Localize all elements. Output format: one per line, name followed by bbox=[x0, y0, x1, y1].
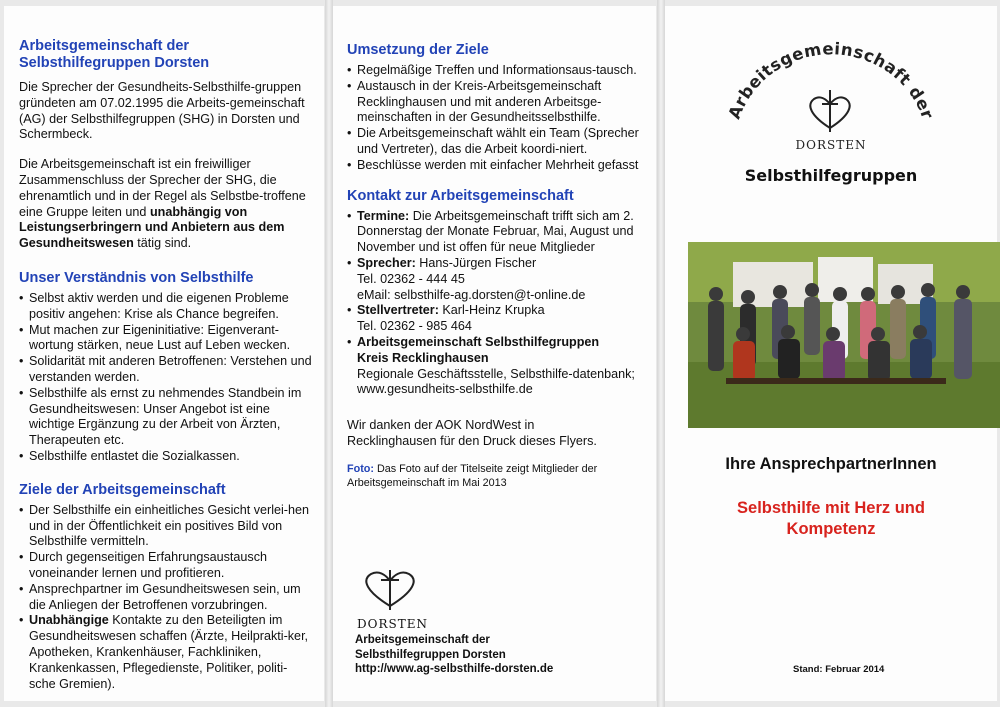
list-item: • Ansprechpartner im Gesundheitswesen sein, um die Anliegen der Betroffenen vorzubringen. bbox=[19, 582, 312, 614]
termine-item: • Termine: Die Arbeitsgemeinschaft trifft sich am 2. Donnerstag der Monate Februar, Mai, August und November und ist offen für neue Mitglieder bbox=[347, 209, 648, 256]
list-item: • Mut machen zur Eigeninitiative: Eigenverant-wortung stärken, neue Lust auf Leben wecken. bbox=[19, 323, 312, 355]
logo-word: DORSTEN bbox=[795, 138, 867, 152]
heart-cross-logo-icon bbox=[355, 566, 425, 612]
sprecher-item: • Sprecher: Hans-Jürgen Fischer Tel. 02362 - 444 45 eMail: selbsthilfe-ag.dorsten@t-online.de bbox=[347, 256, 648, 303]
list-item: • Austausch in der Kreis-Arbeitsgemeinschaft Recklinghausen und mit anderen Arbeitsge-meinschaften in der Gesundheitsselbsthilfe. bbox=[347, 79, 648, 126]
footer-logo bbox=[355, 566, 428, 631]
intro-paragraph-2: Die Arbeitsgemeinschaft ist ein freiwilliger Zusammenschluss der Sprecher der SHG, die ehrenamtlich und in der Regel als Selbstbe-troffene eine Gruppe leiten und unabhängig von Leistungserbringern und Anbietern aus dem Gesundheitswesen tätig sind. bbox=[19, 157, 306, 251]
verstaendnis-list bbox=[19, 291, 312, 465]
slogan bbox=[665, 498, 997, 540]
arc-title: Arbeitsgemeinschaft der bbox=[724, 39, 938, 122]
panel-title bbox=[665, 6, 997, 701]
heading-kontakt: Kontakt zur Arbeitsgemeinschaft bbox=[347, 187, 574, 204]
vertreter-tel: Tel. 02362 - 985 464 bbox=[357, 319, 472, 334]
heading-ag: Arbeitsgemeinschaft der Selbsthilfegruppen Dorsten bbox=[19, 38, 210, 71]
stand-date: Stand: Februar 2014 bbox=[793, 664, 885, 675]
list-item: • Unabhängige Kontakte zu den Beteiligten im Gesundheitswesen schaffen (Ärzte, Heilprakti-ker, Apotheken, Krankenhäuser, Fachkliniken, Krankenkassen, Pflegedienste, Politiker, politi-sche Gremien). bbox=[19, 613, 312, 692]
list-item: • Der Selbsthilfe ein einheitliches Gesicht verlei-hen und in der Öffentlichkeit ein positives Bild von Selbsthilfe vermitteln. bbox=[19, 503, 312, 550]
group-photo bbox=[688, 242, 1000, 428]
heart-cross-icon bbox=[810, 90, 849, 132]
footer-address: Arbeitsgemeinschaft der Selbsthilfegruppen Dorsten http://www.ag-selbsthilfe-dorsten.de bbox=[355, 634, 554, 675]
kontakt-list bbox=[347, 209, 648, 399]
list-item: • Durch gegenseitigen Erfahrungsaustausch voneinander lernen und profitieren. bbox=[19, 550, 312, 582]
subtitle: Selbsthilfegruppen bbox=[744, 166, 918, 185]
ansprech-heading: Ihre AnsprechpartnerInnen bbox=[725, 455, 937, 473]
list-item: • Selbsthilfe als ernst zu nehmendes Standbein im Gesundheitswesen: Unser Angebot ist eine wichtige Ergänzung zu der Arbeit von Ärzten, Therapeuten etc. bbox=[19, 386, 312, 449]
heading-umsetzung: Umsetzung der Ziele bbox=[347, 42, 489, 58]
list-item: • Selbsthilfe entlastet die Sozialkassen. bbox=[19, 449, 312, 465]
heading-verstaendnis: Unser Verständnis von Selbsthilfe bbox=[19, 269, 254, 286]
umsetzung-list bbox=[347, 63, 648, 174]
footer-url: http://www.ag-selbsthilfe-dorsten.de bbox=[355, 663, 554, 675]
kreis-item: • Arbeitsgemeinschaft Selbsthilfegruppen Kreis Recklinghausen Regionale Geschäftsstelle, Selbsthilfe-datenbank; www.gesundheits-selbsthilfe.de bbox=[347, 335, 648, 398]
panel-left bbox=[4, 6, 324, 701]
list-item: • Regelmäßige Treffen und Informationsaus-tausch. bbox=[347, 63, 648, 79]
list-item: • Beschlüsse werden mit einfacher Mehrheit gefasst bbox=[347, 158, 648, 174]
sprecher-email: eMail: selbsthilfe-ag.dorsten@t-online.de bbox=[357, 287, 586, 302]
intro-paragraph-1: Die Sprecher der Gesundheits-Selbsthilfe-gruppen gründeten am 07.02.1995 die Arbeits-gemeinschaft (AG) der Selbsthilfegruppen (SHG) in Dorsten und Schermbeck. bbox=[19, 80, 305, 142]
list-item: • Selbst aktiv werden und die eigenen Probleme positiv angehen: Krise als Chance begreifen. bbox=[19, 291, 312, 323]
thanks-text: Wir danken der AOK NordWest in Recklinghausen für den Druck dieses Flyers. bbox=[347, 418, 597, 448]
slogan-line-2: Kompetenz bbox=[786, 520, 876, 538]
title-logo bbox=[665, 6, 997, 246]
ziele-list bbox=[19, 503, 312, 693]
panel-middle bbox=[333, 6, 656, 701]
list-item: • Solidarität mit anderen Betroffenen: Verstehen und verstanden werden. bbox=[19, 354, 312, 386]
slogan-line-1: Selbsthilfe mit Herz und bbox=[737, 499, 925, 517]
list-item: • Die Arbeitsgemeinschaft wählt ein Team (Sprecher und Vertreter), das die Arbeit koordi-niert. bbox=[347, 126, 648, 158]
logo-word: DORSTEN bbox=[357, 617, 428, 631]
sprecher-tel: Tel. 02362 - 444 45 bbox=[357, 271, 465, 286]
photo-caption: Foto: Das Foto auf der Titelseite zeigt Mitglieder der Arbeitsgemeinschaft im Mai 2013 bbox=[347, 462, 598, 489]
heading-ziele: Ziele der Arbeitsgemeinschaft bbox=[19, 481, 226, 498]
vertreter-item: • Stellvertreter: Karl-Heinz Krupka Tel. 02362 - 985 464 bbox=[347, 303, 648, 335]
